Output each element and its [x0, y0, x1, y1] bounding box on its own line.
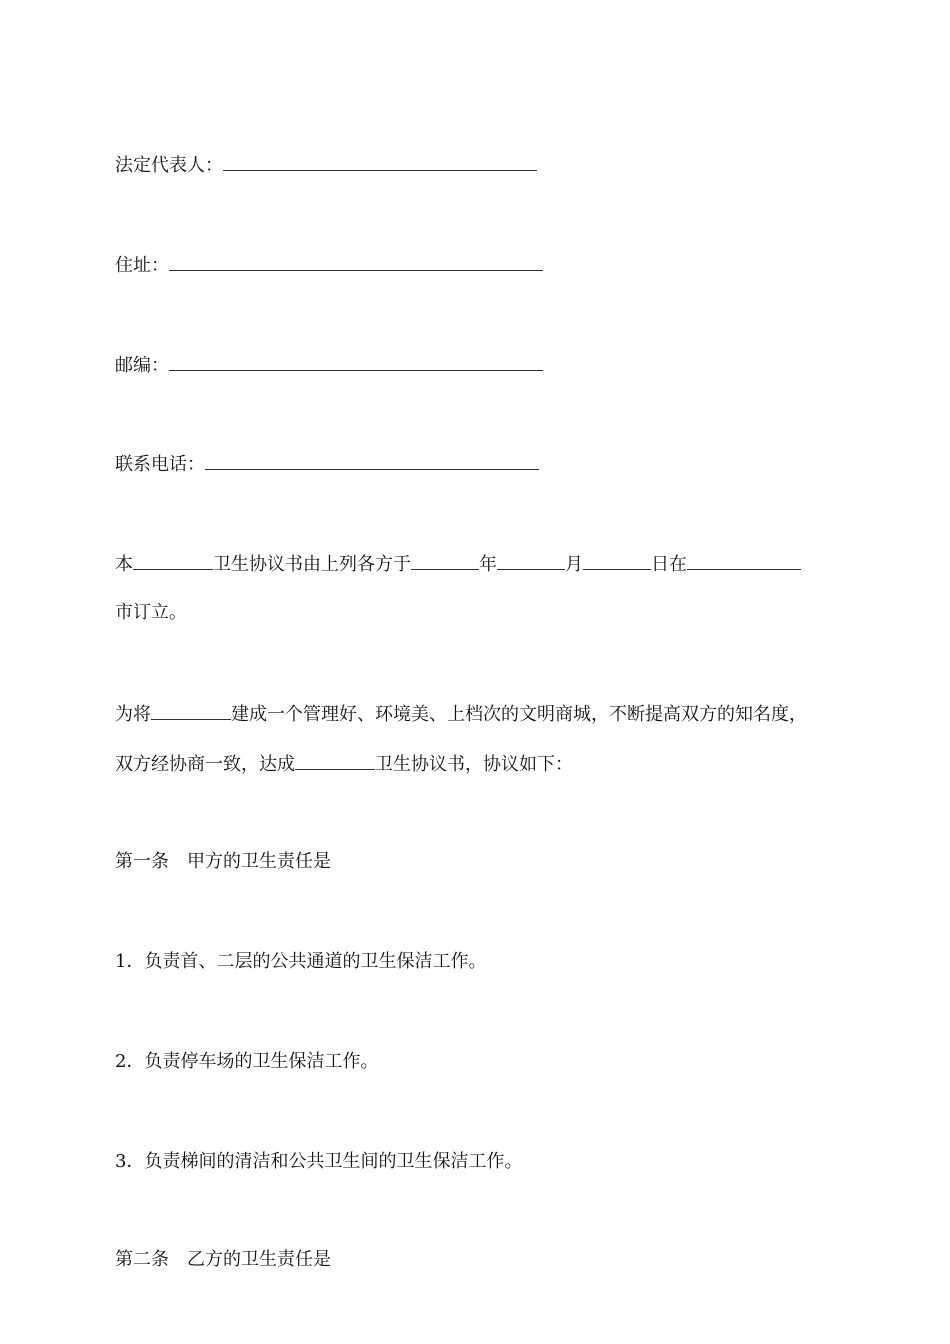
article-1-title: 第一条 甲方的卫生责任是 — [115, 851, 331, 872]
article-1-item-1: 1．负责首、二层的公共通道的卫生保洁工作。 — [115, 951, 487, 972]
phone-field — [115, 451, 539, 477]
intro-line-2-text: 市订立。 — [115, 602, 187, 623]
postcode-blank — [169, 352, 543, 371]
intro-blank-year — [411, 551, 479, 570]
intro-blank-month — [497, 551, 565, 570]
intro-blank-name — [133, 551, 213, 570]
article-2-title: 第二条 乙方的卫生责任是 — [115, 1249, 331, 1270]
intro-text-b: 卫生协议书由上列各方于 — [213, 554, 411, 575]
purpose-text-a: 为将 — [115, 704, 151, 725]
intro-day: 日在 — [651, 554, 687, 575]
address-label: 住址： — [115, 255, 169, 276]
purpose-line-2 — [115, 751, 573, 777]
postcode-label: 邮编： — [115, 355, 169, 376]
purpose-text-c: 双方经协商一致，达成 — [115, 754, 295, 775]
legal-rep-field — [115, 152, 537, 178]
legal-rep-blank — [223, 152, 537, 171]
article-1-item-2: 2．负责停车场的卫生保洁工作。 — [115, 1051, 379, 1072]
intro-month: 月 — [565, 554, 583, 575]
intro-line-1 — [115, 551, 801, 577]
intro-line-2 — [115, 601, 187, 625]
phone-label: 联系电话： — [115, 454, 205, 475]
address-field — [115, 252, 543, 278]
purpose-blank-2 — [295, 751, 375, 770]
phone-blank — [205, 451, 539, 470]
purpose-blank-1 — [151, 701, 231, 720]
legal-rep-label: 法定代表人： — [115, 155, 223, 176]
purpose-text-d: 卫生协议书，协议如下： — [375, 754, 573, 775]
intro-year: 年 — [479, 554, 497, 575]
address-blank — [169, 252, 543, 271]
purpose-line-1 — [115, 701, 807, 727]
intro-blank-day — [583, 551, 651, 570]
purpose-text-b: 建成一个管理好、环境美、上档次的文明商城，不断提高双方的知名度， — [231, 704, 807, 725]
intro-blank-city — [687, 551, 801, 570]
postcode-field — [115, 352, 543, 378]
article-1-item-3: 3．负责梯间的清洁和公共卫生间的卫生保洁工作。 — [115, 1151, 523, 1172]
intro-text-a: 本 — [115, 554, 133, 575]
